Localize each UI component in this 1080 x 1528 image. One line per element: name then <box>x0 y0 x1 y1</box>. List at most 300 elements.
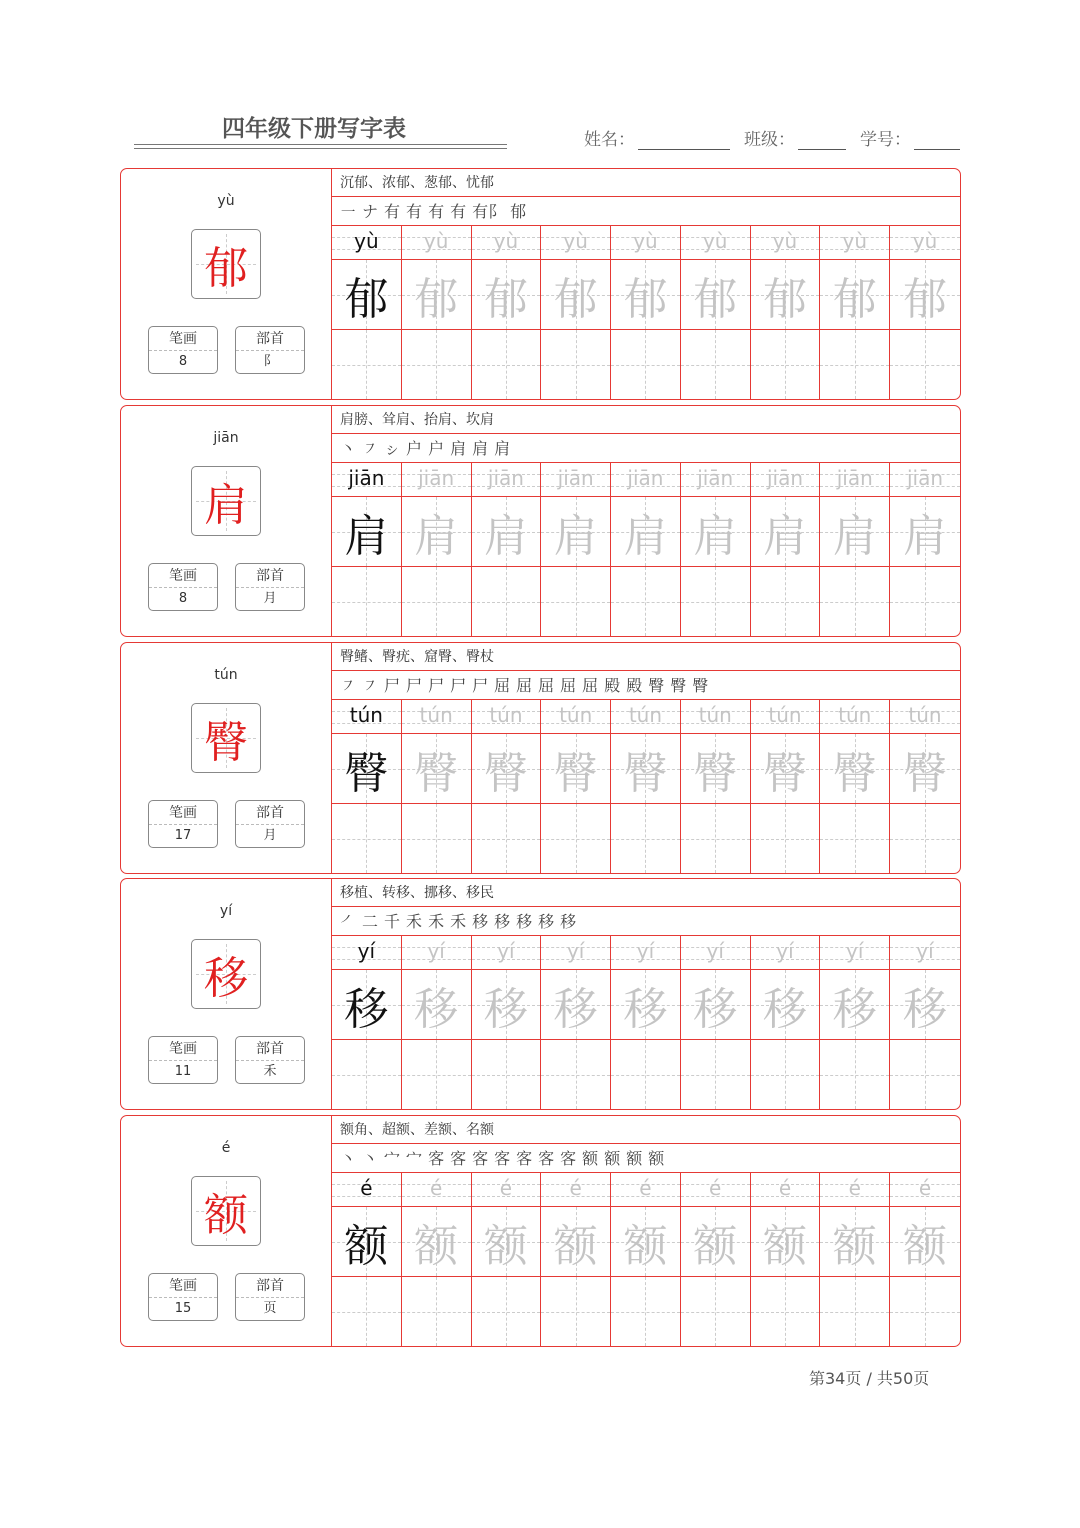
stroke-step: 尸 <box>472 676 489 695</box>
character-info <box>121 169 332 399</box>
stroke-step: 禾 <box>450 912 467 931</box>
character-cell[interactable] <box>541 734 610 804</box>
character-trace: 移 <box>483 983 528 1035</box>
character-cell[interactable] <box>402 1207 471 1277</box>
empty-practice-cell[interactable] <box>820 567 889 636</box>
pinyin-cell[interactable] <box>402 463 471 497</box>
grid-column <box>751 936 821 1109</box>
empty-practice-cell[interactable] <box>332 567 401 636</box>
character-cell[interactable] <box>681 1207 750 1277</box>
pinyin-cell[interactable] <box>541 1173 610 1207</box>
stroke-step: 户 <box>428 439 445 458</box>
stroke-step: 臀 <box>648 676 665 695</box>
empty-practice-cell[interactable] <box>820 1277 889 1346</box>
empty-practice-cell[interactable] <box>611 1277 680 1346</box>
character-cell[interactable] <box>402 260 471 330</box>
empty-practice-cell[interactable] <box>681 1040 750 1109</box>
empty-practice-cell[interactable] <box>890 1277 960 1346</box>
grid-column <box>402 1173 472 1346</box>
stroke-step: 额 <box>648 1149 665 1168</box>
empty-practice-cell[interactable] <box>751 804 820 873</box>
stroke-step: 千 <box>384 912 401 931</box>
pinyin-cell[interactable] <box>332 700 401 734</box>
character-cell[interactable] <box>332 1207 401 1277</box>
pinyin-trace: yù <box>563 229 588 253</box>
grid-guide-horizontal <box>611 1312 680 1313</box>
empty-practice-cell[interactable] <box>541 330 610 399</box>
stroke-step: 丶 <box>362 1149 379 1168</box>
stroke-step: 殿 <box>604 676 621 695</box>
grid-column <box>402 463 472 636</box>
character-cell[interactable] <box>681 497 750 567</box>
pinyin-cell[interactable] <box>611 226 680 260</box>
character-trace: 肩 <box>623 510 668 562</box>
stroke-step: 禾 <box>406 912 423 931</box>
pinyin-trace: tún <box>628 703 663 727</box>
pinyin-trace: é <box>709 1176 722 1200</box>
character-trace: 郁 <box>483 273 528 325</box>
pinyin-cell[interactable] <box>611 463 680 497</box>
pinyin-cell[interactable] <box>681 463 750 497</box>
name-label: 姓名： <box>584 130 635 150</box>
empty-practice-cell[interactable] <box>890 804 960 873</box>
grid-column <box>402 226 472 399</box>
character-cell[interactable] <box>402 970 471 1040</box>
pinyin-trace: yù <box>493 229 519 253</box>
character-cell[interactable] <box>890 1207 960 1277</box>
stroke-step: 客 <box>428 1149 445 1168</box>
pinyin-cell[interactable] <box>751 1173 820 1207</box>
empty-practice-cell[interactable] <box>751 567 820 636</box>
character-cell[interactable] <box>402 734 471 804</box>
empty-practice-cell[interactable] <box>820 330 889 399</box>
stroke-count-value: 15 <box>174 1301 192 1316</box>
radical-box <box>235 800 305 848</box>
grid-column <box>890 700 960 873</box>
character-card <box>120 168 961 400</box>
character-model: 额 <box>344 1220 389 1272</box>
empty-practice-cell[interactable] <box>472 567 541 636</box>
pinyin-trace: yù <box>912 229 938 253</box>
stroke-step: 有 <box>406 202 423 221</box>
stroke-count-value: 11 <box>174 1064 192 1079</box>
grid-column <box>541 936 611 1109</box>
pinyin-cell[interactable] <box>751 936 820 970</box>
grid-column <box>332 1173 402 1346</box>
pinyin-cell[interactable] <box>472 463 541 497</box>
radical-label: 部首 <box>236 327 304 351</box>
stroke-count-box <box>148 800 218 848</box>
class-field[interactable] <box>798 130 846 150</box>
character-cell[interactable] <box>472 1207 541 1277</box>
grid-column <box>541 1173 611 1346</box>
character-cell[interactable] <box>472 734 541 804</box>
empty-practice-cell[interactable] <box>472 1040 541 1109</box>
character-trace: 臀 <box>762 747 807 799</box>
empty-practice-cell[interactable] <box>332 1277 401 1346</box>
practice-area <box>332 406 960 636</box>
grid-guide-horizontal <box>402 839 471 840</box>
empty-practice-cell[interactable] <box>681 330 750 399</box>
practice-area <box>332 169 960 399</box>
grid-guide-horizontal <box>820 1075 889 1076</box>
radical-box <box>235 1273 305 1321</box>
stroke-step: 尸 <box>406 676 423 695</box>
pinyin: é <box>221 1140 231 1156</box>
character-trace: 郁 <box>623 273 668 325</box>
grid-column <box>681 1173 751 1346</box>
empty-practice-cell[interactable] <box>890 567 960 636</box>
stroke-step: 客 <box>450 1149 467 1168</box>
radical-label: 部首 <box>236 801 304 825</box>
character-trace: 臀 <box>623 747 668 799</box>
pinyin-cell[interactable] <box>751 700 820 734</box>
grid-guide-horizontal <box>402 365 471 366</box>
character-cell[interactable] <box>890 970 960 1040</box>
pinyin-cell[interactable] <box>472 1173 541 1207</box>
grid-guide-horizontal <box>820 1312 889 1313</box>
page-number: 第34页 / 共50页 <box>809 1369 930 1388</box>
empty-practice-cell[interactable] <box>402 330 471 399</box>
stroke-step: 郁 <box>510 202 527 221</box>
pinyin-cell[interactable] <box>751 226 820 260</box>
pinyin-cell[interactable] <box>820 700 889 734</box>
example-words: 臀鳍、臀疣、窟臀、臀杖 <box>332 643 960 671</box>
character-trace: 额 <box>762 1220 807 1272</box>
pinyin-cell[interactable] <box>611 1173 680 1207</box>
pinyin-cell[interactable] <box>332 1173 401 1207</box>
character-cell[interactable] <box>332 734 401 804</box>
character: 臀 <box>204 717 248 768</box>
character-cell[interactable] <box>541 1207 610 1277</box>
pinyin-cell[interactable] <box>541 226 610 260</box>
pinyin-trace: jiān <box>906 466 944 490</box>
empty-practice-cell[interactable] <box>611 804 680 873</box>
pinyin-cell[interactable] <box>541 463 610 497</box>
stroke-count-label: 笔画 <box>149 327 217 351</box>
stroke-count-box <box>148 563 218 611</box>
grid-guide-horizontal <box>332 365 401 366</box>
stroke-step: 肩 <box>450 439 467 458</box>
pinyin-cell[interactable] <box>890 700 960 734</box>
stroke-count-value: 8 <box>178 591 188 606</box>
empty-practice-cell[interactable] <box>681 567 750 636</box>
pinyin-trace: tún <box>838 703 872 727</box>
pinyin-cell[interactable] <box>681 700 750 734</box>
grid-guide-horizontal <box>611 1075 680 1076</box>
pinyin-cell[interactable] <box>751 463 820 497</box>
stroke-step: 移 <box>538 912 555 931</box>
character-cell[interactable] <box>332 497 401 567</box>
stroke-step: 屈 <box>516 676 533 695</box>
pinyin-cell[interactable] <box>890 936 960 970</box>
character-cell[interactable] <box>751 734 820 804</box>
grid-column <box>820 936 890 1109</box>
character-display <box>191 229 261 299</box>
stroke-step: 客 <box>494 1149 511 1168</box>
empty-practice-cell[interactable] <box>541 804 610 873</box>
pinyin-cell[interactable] <box>402 700 471 734</box>
character-trace: 臀 <box>414 747 459 799</box>
example-words: 沉郁、浓郁、葱郁、忧郁 <box>332 169 960 197</box>
character-cell[interactable] <box>541 260 610 330</box>
empty-practice-cell[interactable] <box>751 1040 820 1109</box>
grid-guide-horizontal <box>890 839 960 840</box>
character-cell[interactable] <box>890 260 960 330</box>
character-trace: 郁 <box>762 273 807 325</box>
grid-column <box>751 700 821 873</box>
character-trace: 肩 <box>553 510 598 562</box>
grid-column <box>541 463 611 636</box>
character-trace: 郁 <box>553 273 598 325</box>
pinyin-cell[interactable] <box>820 463 889 497</box>
pinyin-cell[interactable] <box>681 226 750 260</box>
pinyin-trace: yí <box>636 939 655 963</box>
example-words: 移植、转移、挪移、移民 <box>332 879 960 907</box>
stroke-count-label: 笔画 <box>149 564 217 588</box>
stroke-step: 客 <box>516 1149 533 1168</box>
pinyin-cell[interactable] <box>332 463 401 497</box>
empty-practice-cell[interactable] <box>820 804 889 873</box>
grid-guide-horizontal <box>402 1075 471 1076</box>
pinyin-cell[interactable] <box>611 700 680 734</box>
character-cell[interactable] <box>611 497 680 567</box>
pinyin-trace: jiān <box>418 466 455 490</box>
character-cell[interactable] <box>472 260 541 330</box>
pinyin-cell[interactable] <box>890 463 960 497</box>
grid-column <box>611 463 681 636</box>
character-card <box>120 878 961 1110</box>
character-model: 移 <box>344 983 389 1035</box>
character-cell[interactable] <box>611 970 680 1040</box>
pinyin-cell[interactable] <box>820 226 889 260</box>
radical-value: 阝 <box>263 354 277 369</box>
empty-practice-cell[interactable] <box>541 567 610 636</box>
stroke-step: ㇇ <box>362 439 379 458</box>
stroke-step: 屈 <box>582 676 599 695</box>
empty-practice-cell[interactable] <box>751 1277 820 1346</box>
character-cell[interactable] <box>681 734 750 804</box>
character-cell[interactable] <box>890 734 960 804</box>
empty-practice-cell[interactable] <box>890 330 960 399</box>
pinyin-cell[interactable] <box>402 936 471 970</box>
grid-guide-horizontal <box>541 1075 610 1076</box>
stroke-count-label: 笔画 <box>149 1037 217 1061</box>
grid-guide-horizontal <box>611 602 680 603</box>
character-trace: 额 <box>903 1220 947 1272</box>
pinyin-cell[interactable] <box>541 700 610 734</box>
empty-practice-cell[interactable] <box>332 330 401 399</box>
character-cell[interactable] <box>751 260 820 330</box>
empty-practice-cell[interactable] <box>472 804 541 873</box>
pinyin: yù <box>217 193 235 209</box>
grid-guide-horizontal <box>820 365 889 366</box>
stroke-order <box>332 1144 960 1173</box>
empty-practice-cell[interactable] <box>681 804 750 873</box>
pinyin-trace: yí <box>706 939 724 963</box>
character-trace: 额 <box>623 1220 668 1272</box>
pinyin-cell[interactable] <box>820 1173 889 1207</box>
character-cell[interactable] <box>820 970 889 1040</box>
pinyin-cell[interactable] <box>472 226 541 260</box>
grid-guide-horizontal <box>751 1312 820 1313</box>
name-field[interactable] <box>638 130 730 150</box>
character-cell[interactable] <box>820 1207 889 1277</box>
empty-practice-cell[interactable] <box>402 1040 471 1109</box>
character-cell[interactable] <box>611 734 680 804</box>
empty-practice-cell[interactable] <box>541 1040 610 1109</box>
pinyin-trace: jiān <box>487 466 524 490</box>
character-cell[interactable] <box>751 497 820 567</box>
grid-guide-horizontal <box>472 365 541 366</box>
grid-column <box>332 700 402 873</box>
empty-practice-cell[interactable] <box>611 567 680 636</box>
pinyin-cell[interactable] <box>332 936 401 970</box>
grid-guide-horizontal <box>541 365 610 366</box>
grid-guide-horizontal <box>541 839 610 840</box>
character-cell[interactable] <box>751 1207 820 1277</box>
pinyin-cell[interactable] <box>402 226 471 260</box>
character-model: 臀 <box>344 747 389 799</box>
pinyin-trace: tún <box>768 703 802 727</box>
character-trace: 郁 <box>832 273 877 325</box>
character-cell[interactable] <box>681 970 750 1040</box>
id-field[interactable] <box>914 130 960 150</box>
character-cell[interactable] <box>402 497 471 567</box>
character-cell[interactable] <box>751 970 820 1040</box>
pinyin-cell[interactable] <box>681 936 750 970</box>
grid-guide-horizontal <box>611 839 680 840</box>
stroke-order <box>332 671 960 700</box>
pinyin-cell[interactable] <box>820 936 889 970</box>
pinyin-cell[interactable] <box>541 936 610 970</box>
character-cell[interactable] <box>681 260 750 330</box>
stroke-step: 额 <box>626 1149 643 1168</box>
pinyin-cell[interactable] <box>332 226 401 260</box>
empty-practice-cell[interactable] <box>820 1040 889 1109</box>
grid-column <box>402 936 472 1109</box>
character-cell[interactable] <box>541 497 610 567</box>
character-trace: 移 <box>693 983 738 1035</box>
stroke-step: 屈 <box>560 676 577 695</box>
character-info <box>121 643 332 873</box>
grid-guide-horizontal <box>472 602 541 603</box>
grid-column <box>332 226 402 399</box>
empty-practice-cell[interactable] <box>332 804 401 873</box>
pinyin-cell[interactable] <box>890 226 960 260</box>
stroke-step: 额 <box>582 1149 599 1168</box>
radical-box <box>235 1036 305 1084</box>
empty-practice-cell[interactable] <box>402 567 471 636</box>
character-cell[interactable] <box>820 734 889 804</box>
stroke-step: 有 <box>384 202 401 221</box>
stroke-step: ナ <box>362 202 379 221</box>
pinyin-model: tún <box>349 703 383 727</box>
pinyin-cell[interactable] <box>472 936 541 970</box>
character-cell[interactable] <box>332 260 401 330</box>
stroke-count-label: 笔画 <box>149 801 217 825</box>
radical-value: 页 <box>263 1301 277 1316</box>
pinyin-cell[interactable] <box>402 1173 471 1207</box>
empty-practice-cell[interactable] <box>332 1040 401 1109</box>
pinyin-trace: yí <box>846 939 864 963</box>
pinyin-trace: jiān <box>697 466 734 490</box>
stroke-step: 尸 <box>384 676 401 695</box>
writing-grid <box>332 936 960 1109</box>
character-trace: 郁 <box>414 273 459 325</box>
example-words: 肩膀、耸肩、抬肩、坎肩 <box>332 406 960 434</box>
pinyin-cell[interactable] <box>890 1173 960 1207</box>
stroke-step: 有 <box>450 202 467 221</box>
character-cell[interactable] <box>332 970 401 1040</box>
empty-practice-cell[interactable] <box>751 330 820 399</box>
character-cell[interactable] <box>820 497 889 567</box>
character-cell[interactable] <box>541 970 610 1040</box>
empty-practice-cell[interactable] <box>890 1040 960 1109</box>
empty-practice-cell[interactable] <box>681 1277 750 1346</box>
empty-practice-cell[interactable] <box>402 804 471 873</box>
grid-guide-horizontal <box>681 602 750 603</box>
empty-practice-cell[interactable] <box>472 330 541 399</box>
grid-column <box>890 226 960 399</box>
empty-practice-cell[interactable] <box>402 1277 471 1346</box>
character-trace: 肩 <box>483 510 528 562</box>
practice-area <box>332 1116 960 1346</box>
character-cell[interactable] <box>611 260 680 330</box>
stroke-step: 禾 <box>428 912 445 931</box>
radical-value: 月 <box>263 591 277 606</box>
empty-practice-cell[interactable] <box>541 1277 610 1346</box>
pinyin-cell[interactable] <box>611 936 680 970</box>
character-trace: 额 <box>414 1220 459 1272</box>
stroke-step: 宀 <box>384 1149 401 1168</box>
practice-area <box>332 879 960 1109</box>
character-trace: 移 <box>762 983 807 1035</box>
pinyin-model: yù <box>354 229 379 253</box>
pinyin-trace: jiān <box>627 466 664 490</box>
pinyin-trace: yù <box>423 229 449 253</box>
empty-practice-cell[interactable] <box>472 1277 541 1346</box>
character-cell[interactable] <box>820 260 889 330</box>
pinyin-cell[interactable] <box>472 700 541 734</box>
stroke-count-label: 笔画 <box>149 1274 217 1298</box>
character-trace: 额 <box>553 1220 598 1272</box>
character-cell[interactable] <box>472 970 541 1040</box>
id-label: 学号： <box>860 130 911 150</box>
pinyin-trace: jiān <box>836 466 873 490</box>
character-cell[interactable] <box>890 497 960 567</box>
stroke-step: 尸 <box>428 676 445 695</box>
character-trace: 臀 <box>903 747 947 799</box>
character-card <box>120 405 961 637</box>
pinyin-trace: yí <box>427 939 445 963</box>
character-trace: 郁 <box>693 273 738 325</box>
stroke-step: ㇱ <box>384 439 401 458</box>
empty-practice-cell[interactable] <box>611 330 680 399</box>
pinyin-cell[interactable] <box>681 1173 750 1207</box>
grid-column <box>332 936 402 1109</box>
character-trace: 额 <box>832 1220 877 1272</box>
character-cell[interactable] <box>611 1207 680 1277</box>
character-cell[interactable] <box>472 497 541 567</box>
grid-guide-horizontal <box>332 602 401 603</box>
character-trace: 肩 <box>762 510 807 562</box>
stroke-order <box>332 907 960 936</box>
empty-practice-cell[interactable] <box>611 1040 680 1109</box>
grid-column <box>402 700 472 873</box>
stroke-step: 客 <box>472 1149 489 1168</box>
radical-box <box>235 326 305 374</box>
